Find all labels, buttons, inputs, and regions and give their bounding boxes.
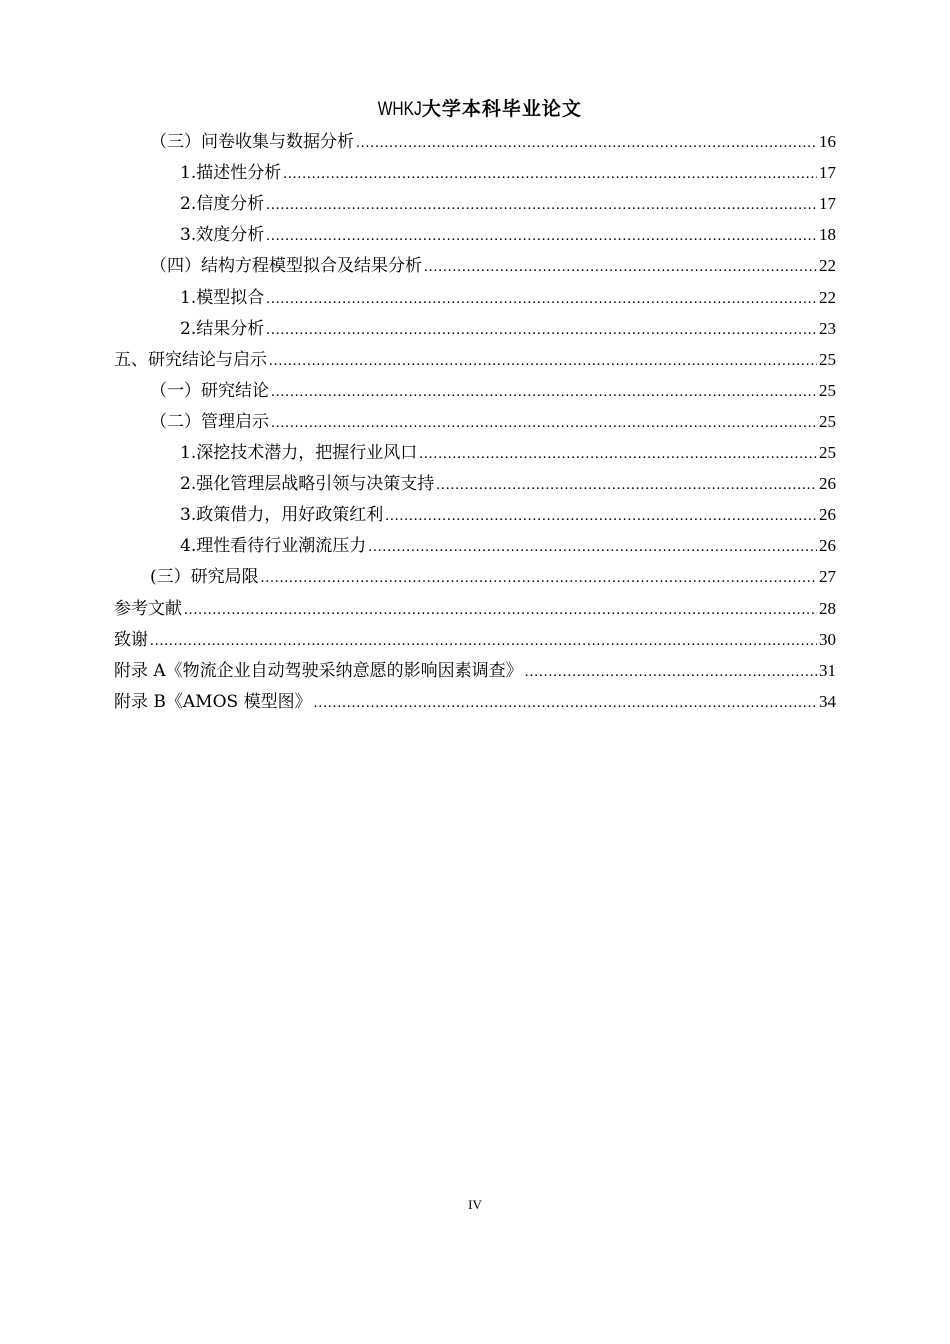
toc-entry-label: 2.信度分析 bbox=[180, 194, 265, 215]
toc-entry[interactable] bbox=[180, 191, 836, 217]
toc-entry-page-number: 26 bbox=[819, 505, 836, 525]
toc-dot-leader bbox=[368, 534, 817, 560]
toc-entry-page-number: 22 bbox=[819, 256, 836, 276]
toc-entry-page-number: 28 bbox=[819, 598, 836, 618]
toc-entry[interactable] bbox=[150, 129, 836, 155]
toc-entry-page-number: 17 bbox=[819, 163, 836, 183]
toc-entry-label: 2.结果分析 bbox=[180, 318, 265, 339]
page-header bbox=[0, 97, 950, 122]
toc-entry-page-number: 34 bbox=[819, 691, 836, 711]
toc-entry-label: （四）结构方程模型拟合及结果分析 bbox=[150, 256, 422, 277]
toc-entry[interactable] bbox=[150, 253, 836, 279]
toc-entry[interactable] bbox=[180, 222, 836, 248]
toc-entry[interactable] bbox=[180, 533, 836, 559]
toc-entry[interactable] bbox=[180, 440, 836, 466]
toc-dot-leader bbox=[419, 441, 817, 467]
toc-entry-page-number: 16 bbox=[819, 132, 836, 151]
toc-entry[interactable] bbox=[114, 658, 836, 684]
toc-dot-leader bbox=[283, 161, 817, 187]
toc-entry-label: 致谢 bbox=[114, 629, 148, 650]
toc-entry[interactable] bbox=[114, 596, 836, 622]
toc-dot-leader bbox=[271, 410, 817, 436]
toc-entry-label: （二）管理启示 bbox=[150, 411, 269, 432]
toc-entry-label: 附录 A《物流企业自动驾驶采纳意愿的影响因素调查》 bbox=[114, 660, 523, 681]
toc-entry[interactable] bbox=[180, 160, 836, 186]
toc-entry[interactable] bbox=[180, 502, 836, 528]
toc-entry[interactable] bbox=[150, 564, 836, 590]
toc-dot-leader bbox=[266, 286, 817, 312]
toc-entry-page-number: 31 bbox=[819, 660, 836, 680]
toc-entry-page-number: 26 bbox=[819, 474, 836, 494]
toc-entry-label: (三）研究局限 bbox=[150, 567, 259, 588]
header-title: 大学本科毕业论文 bbox=[421, 98, 582, 120]
toc-entry[interactable] bbox=[114, 627, 836, 653]
toc-dot-leader bbox=[525, 659, 817, 685]
toc-dot-leader bbox=[271, 379, 817, 405]
toc-entry-page-number: 26 bbox=[819, 536, 836, 556]
toc-entry-label: 3.政策借力，用好政策红利 bbox=[180, 505, 384, 526]
toc-entry-label: 五、研究结论与启示 bbox=[114, 349, 267, 370]
toc-entry-label: 附录 B《AMOS 模型图》 bbox=[114, 691, 312, 712]
toc-entry-label: 2.强化管理层战略引领与决策支持 bbox=[180, 474, 435, 495]
toc-entry-page-number: 25 bbox=[819, 443, 836, 462]
toc-entry-label: 1.深挖技术潜力，把握行业风口 bbox=[180, 443, 418, 463]
toc-dot-leader bbox=[436, 472, 817, 498]
toc-dot-leader bbox=[266, 223, 817, 249]
toc-entry[interactable] bbox=[150, 409, 836, 435]
toc-entry-label: 参考文献 bbox=[114, 598, 182, 619]
toc-dot-leader bbox=[269, 348, 817, 374]
toc-entry-page-number: 25 bbox=[819, 349, 836, 369]
toc-entry-label: 3.效度分析 bbox=[180, 225, 265, 246]
toc-entry-page-number: 27 bbox=[819, 567, 836, 587]
toc-dot-leader bbox=[356, 130, 817, 156]
toc-entry[interactable] bbox=[180, 285, 836, 311]
toc-dot-leader bbox=[150, 628, 817, 654]
toc-dot-leader bbox=[314, 690, 817, 716]
toc-entry-page-number: 23 bbox=[819, 318, 836, 338]
toc-entry-label: 4.理性看待行业潮流压力 bbox=[180, 536, 367, 557]
toc-entry-page-number: 25 bbox=[819, 380, 836, 400]
toc-dot-leader bbox=[266, 192, 817, 218]
toc-entry-label: 1.模型拟合 bbox=[180, 287, 265, 308]
toc-entry[interactable] bbox=[180, 471, 836, 497]
toc-dot-leader bbox=[385, 503, 817, 529]
toc-entry[interactable] bbox=[114, 347, 836, 373]
toc-dot-leader bbox=[261, 565, 817, 591]
toc-entry[interactable] bbox=[150, 378, 836, 404]
toc-entry-page-number: 30 bbox=[819, 629, 836, 649]
toc-entry-label: （三）问卷收集与数据分析 bbox=[150, 132, 354, 152]
toc-entry[interactable] bbox=[114, 689, 836, 715]
toc-entry-page-number: 18 bbox=[819, 225, 836, 245]
toc-entry-label: 1.描述性分析 bbox=[180, 163, 282, 184]
toc-entry-page-number: 25 bbox=[819, 411, 836, 431]
toc-entry-page-number: 17 bbox=[819, 194, 836, 214]
toc-entry-label: （一）研究结论 bbox=[150, 380, 269, 401]
toc-entry[interactable] bbox=[180, 316, 836, 342]
page-number: IV bbox=[468, 1197, 482, 1212]
toc-dot-leader bbox=[184, 597, 817, 623]
header-brand: WHKJ bbox=[377, 99, 422, 120]
toc-dot-leader bbox=[424, 254, 817, 280]
toc-entry-page-number: 22 bbox=[819, 287, 836, 307]
toc-dot-leader bbox=[266, 317, 817, 343]
